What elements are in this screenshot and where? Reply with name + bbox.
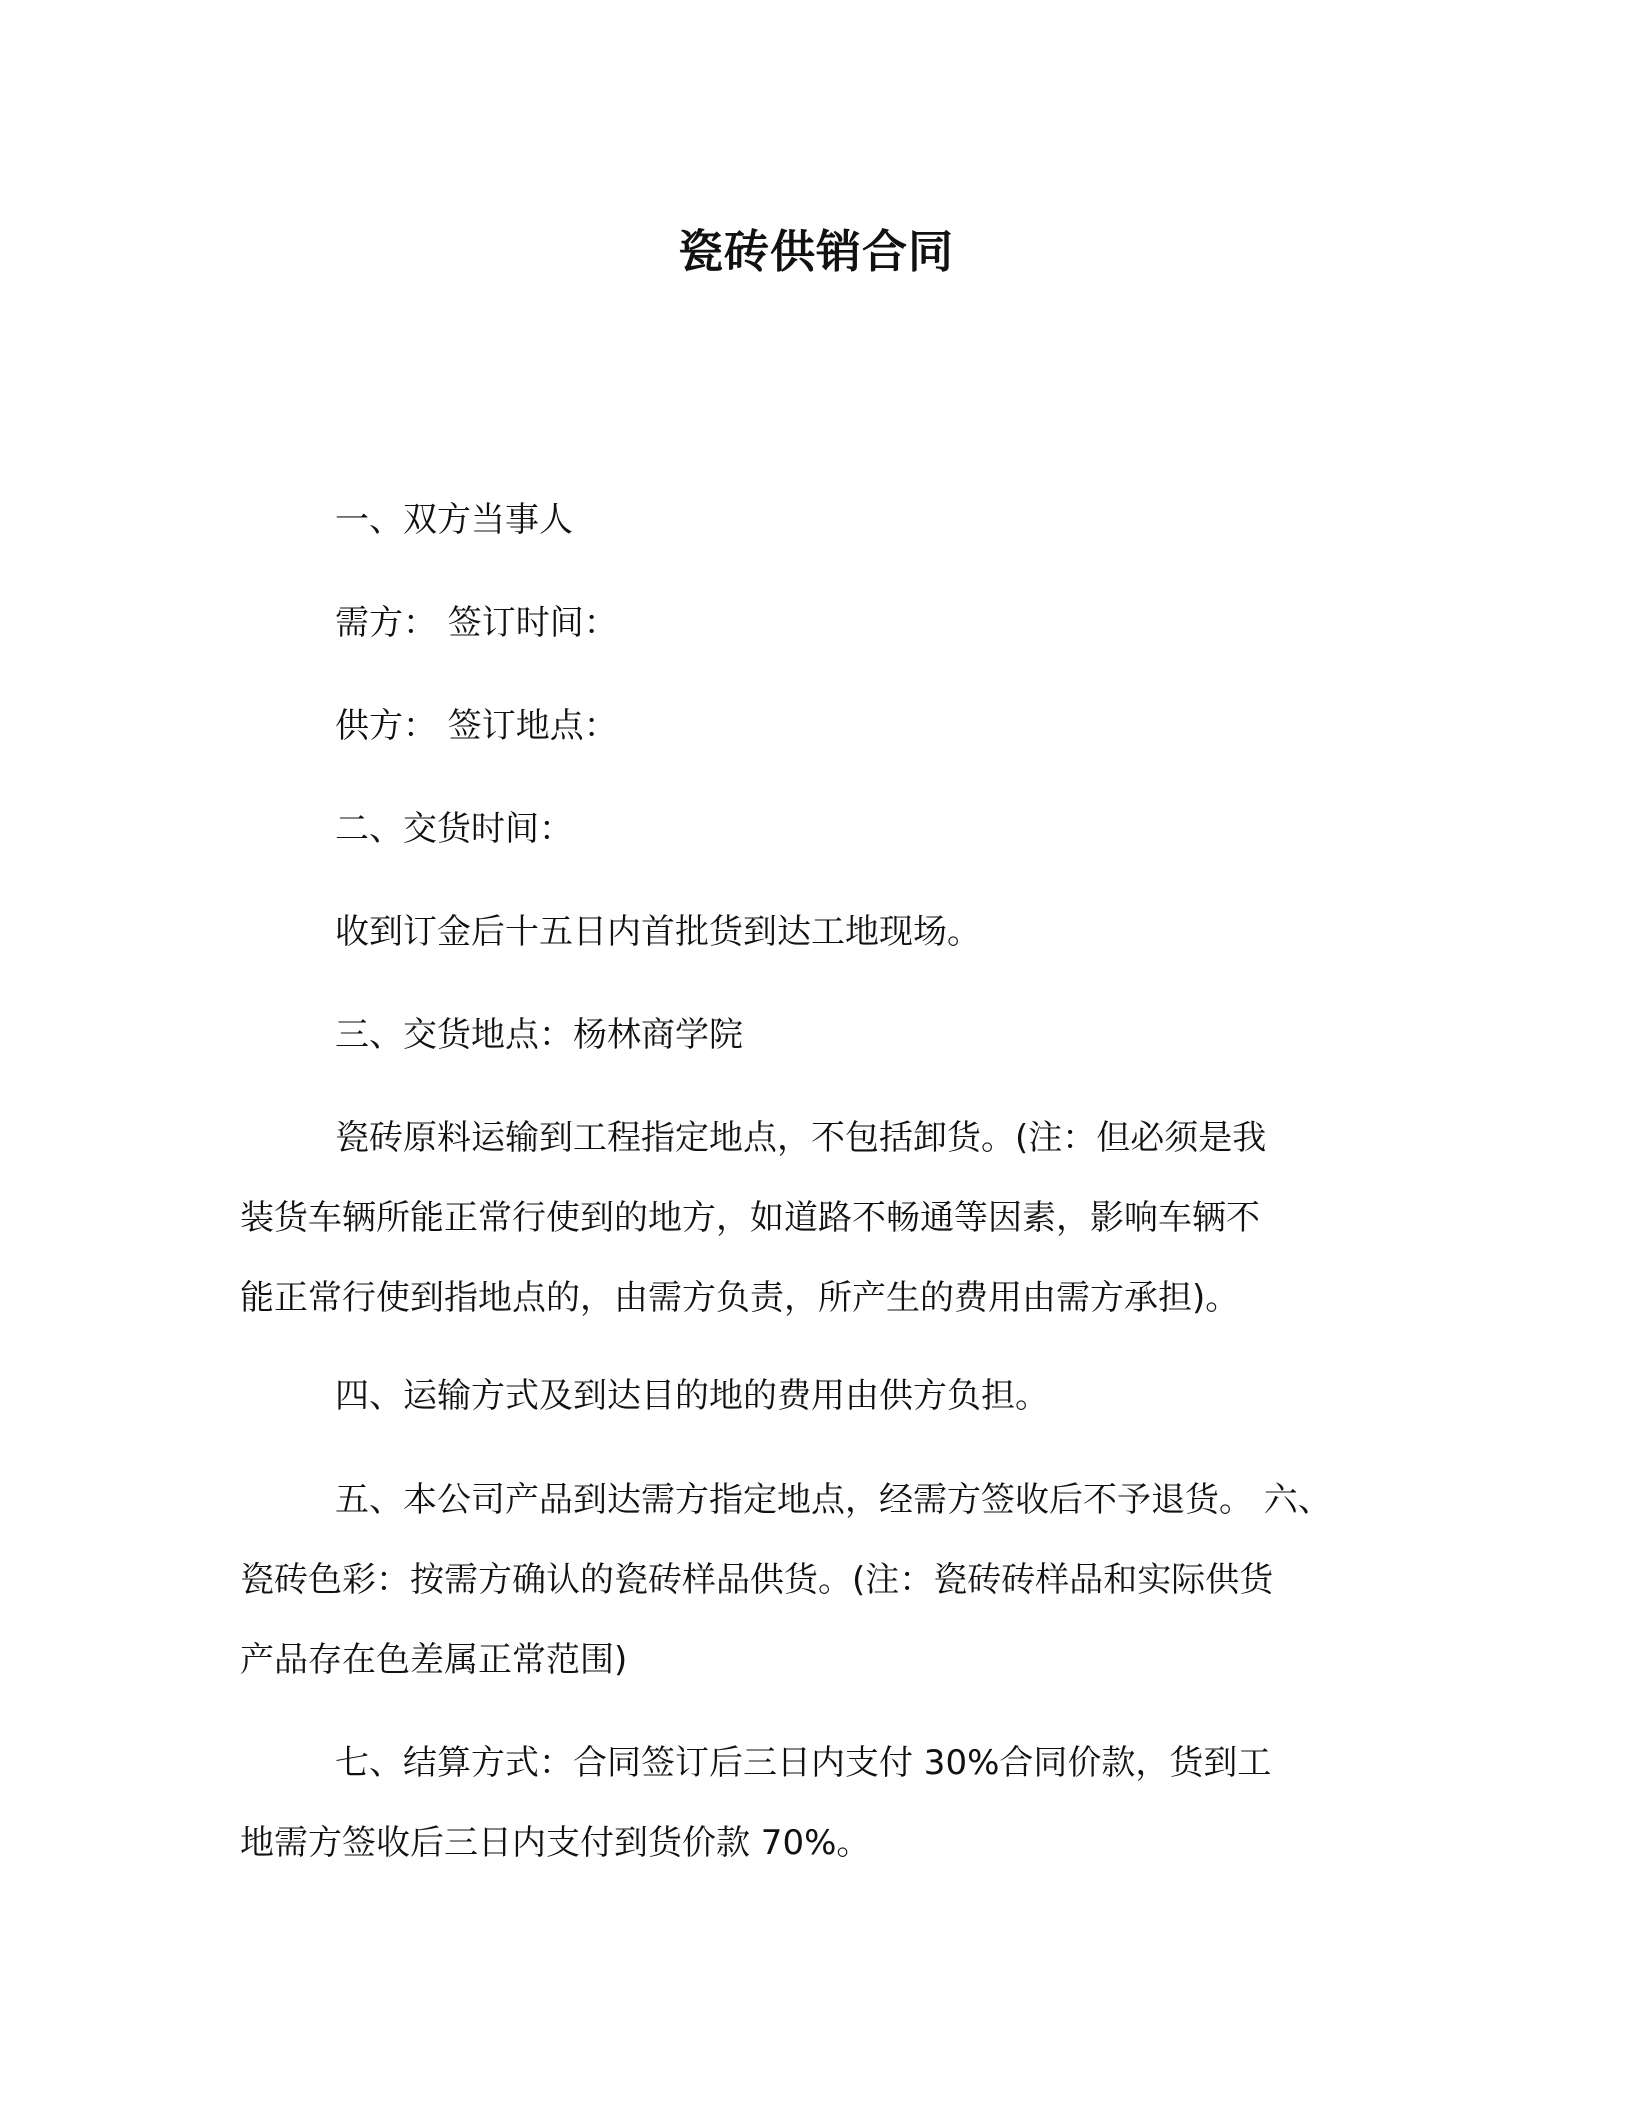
section-4-text: 四、运输方式及到达目的地的费用由供方负担。: [335, 1376, 1049, 1416]
delivery-time-text: 收到订金后十五日内首批货到达工地现场。: [335, 912, 981, 952]
section-1-heading: 一、双方当事人: [335, 500, 573, 540]
paragraph-line: 瓷砖色彩：按需方确认的瓷砖样品供货。(注：瓷砖砖样品和实际供货: [240, 1560, 1274, 1600]
paragraph-line: 能正常行使到指地点的，由需方负责，所产生的费用由需方承担)。: [240, 1278, 1240, 1318]
supply-party-line: 供方： 签订地点：: [335, 706, 618, 746]
paragraph-line: 产品存在色差属正常范围): [240, 1640, 628, 1680]
document-title: 瓷砖供销合同: [677, 225, 954, 278]
paragraph-line: 地需方签收后三日内支付到货价款 70%。: [240, 1823, 871, 1863]
paragraph-line: 装货车辆所能正常行使到的地方，如道路不畅通等因素，影响车辆不: [240, 1198, 1260, 1238]
paragraph-line: 五、本公司产品到达需方指定地点，经需方签收后不予退货。 六、: [335, 1480, 1332, 1520]
paragraph-line: 七、结算方式：合同签订后三日内支付 30%合同价款，货到工: [335, 1743, 1272, 1783]
section-2-heading: 二、交货时间：: [335, 809, 573, 849]
paragraph-line: 瓷砖原料运输到工程指定地点，不包括卸货。(注：但必须是我: [335, 1118, 1267, 1158]
section-3-heading: 三、交货地点：杨林商学院: [335, 1015, 743, 1055]
demand-party-line: 需方： 签订时间：: [335, 603, 618, 643]
